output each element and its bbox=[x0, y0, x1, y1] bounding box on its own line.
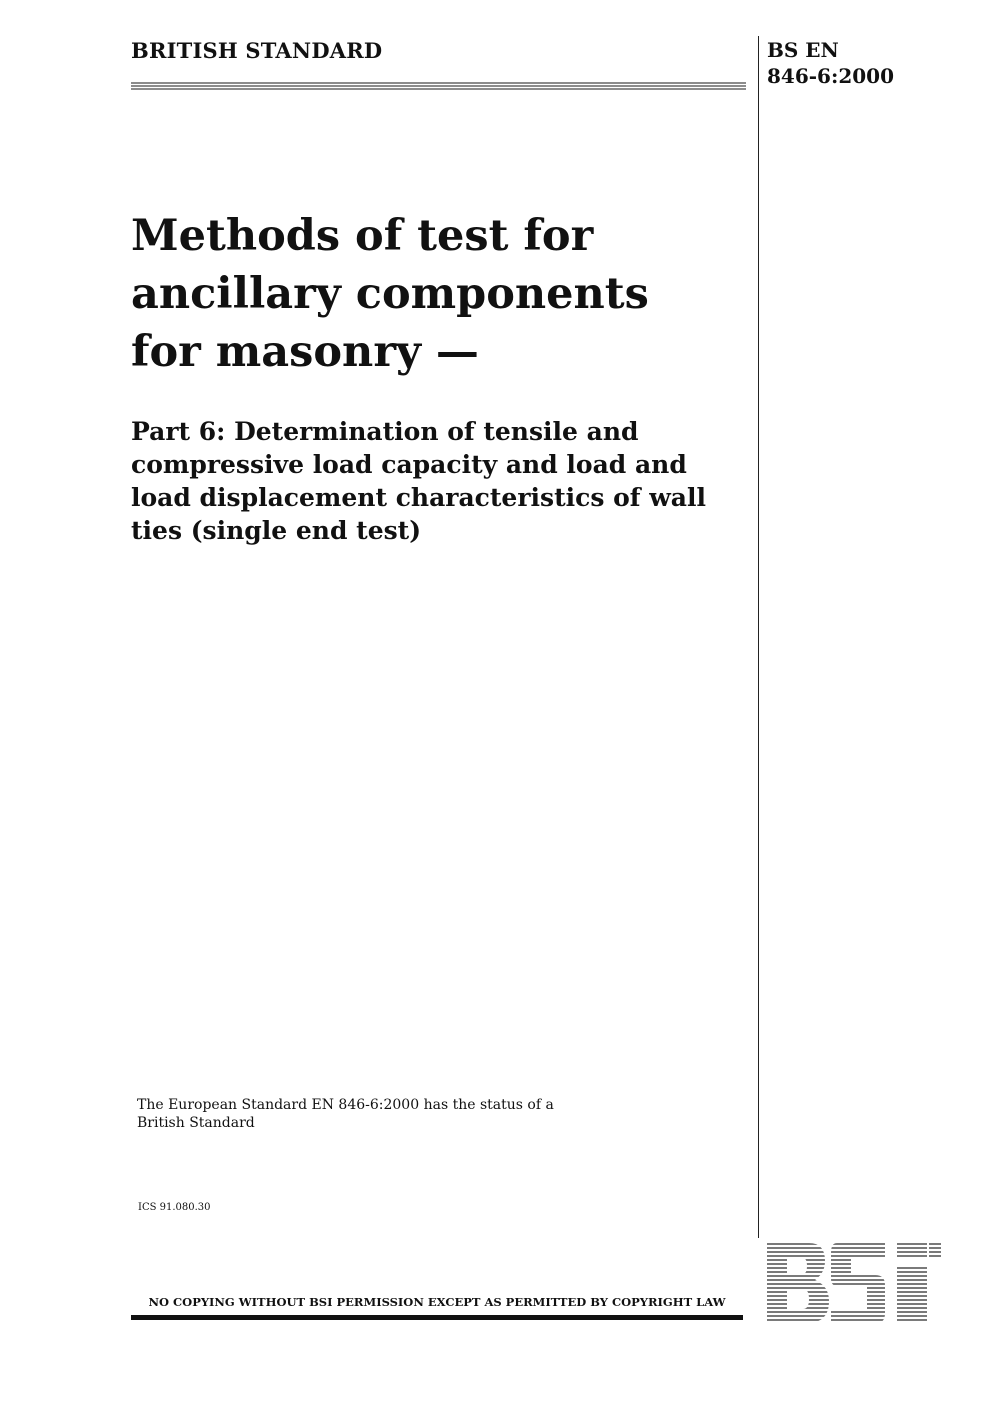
title-line: ancillary components bbox=[131, 269, 649, 319]
subtitle-line: load displacement characteristics of wall bbox=[131, 483, 706, 512]
ics-code: ICS 91.080.30 bbox=[138, 1202, 211, 1213]
subtitle-line: compressive load capacity and load and bbox=[131, 450, 687, 479]
vertical-divider bbox=[758, 36, 759, 1238]
standard-number bbox=[767, 37, 967, 89]
footer-rule bbox=[131, 1315, 743, 1320]
title-line: Methods of test for bbox=[131, 211, 594, 261]
header-rule bbox=[131, 82, 746, 91]
document-subtitle bbox=[131, 415, 746, 547]
bsi-logo bbox=[767, 1243, 941, 1323]
subtitle-line: ties (single end test) bbox=[131, 516, 422, 545]
document-title bbox=[131, 207, 731, 381]
copyright-notice: NO COPYING WITHOUT BSI PERMISSION EXCEPT AS PERMITTED BY COPYRIGHT LAW bbox=[148, 1295, 726, 1309]
standard-number-code: 846-6:2000 bbox=[767, 64, 895, 88]
standard-type-label: BRITISH STANDARD bbox=[131, 38, 383, 63]
status-note-line: The European Standard EN 846-6:2000 has the status of a bbox=[137, 1097, 554, 1113]
standard-number-prefix: BS EN bbox=[767, 38, 839, 62]
status-note-line: British Standard bbox=[137, 1115, 255, 1131]
subtitle-line: Part 6: Determination of tensile and bbox=[131, 417, 639, 446]
status-note bbox=[137, 1096, 637, 1132]
title-line: for masonry — bbox=[131, 327, 479, 377]
